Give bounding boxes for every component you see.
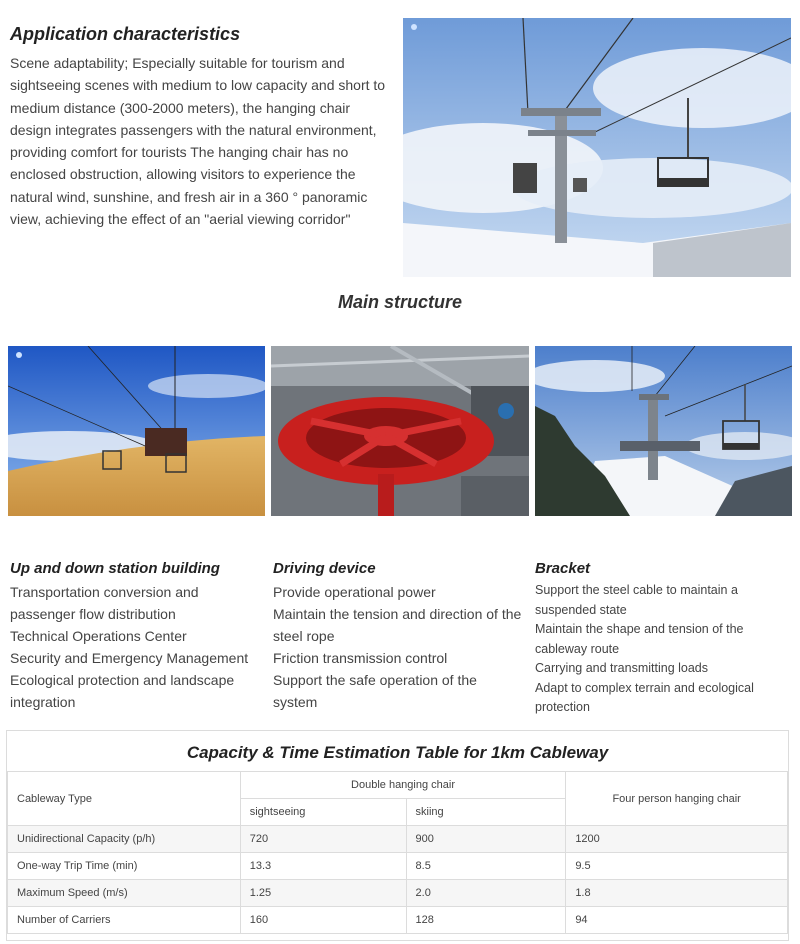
bracket-photo	[535, 346, 792, 516]
cell-skiing: 2.0	[406, 880, 566, 907]
list-item: Friction transmission control	[273, 650, 448, 666]
capacity-table	[7, 771, 788, 934]
watermark-logo	[16, 352, 25, 359]
application-paragraph: Scene adaptability; Especially suitable for tourism and sightseeing scenes with medium to low capacity and short to medium distance (300-2000 meters), the hanging chair design integrates passengers with the natural environment, providing comfort for tourists The hanging chair has no enclosed obstruction, allowing visitors to experience the natural wind, sunshine, and fresh air in a 360 ° panoramic view, achieving the effect of an "aerial viewing corridor"	[10, 55, 386, 228]
list-item: Maintain the tension and direction of the steel rope	[273, 606, 522, 644]
column-title: Driving device	[273, 560, 376, 577]
row-label: Number of Carriers	[8, 907, 241, 934]
application-title: Application characteristics	[10, 24, 241, 44]
column-station-building	[10, 560, 265, 713]
cell-sightseeing: 1.25	[240, 880, 406, 907]
cell-skiing: 8.5	[406, 853, 566, 880]
list-item: Support the safe operation of the system	[273, 672, 477, 710]
station-building-photo	[8, 346, 265, 516]
list-item: Transportation conversion and passenger flow distribution	[10, 584, 199, 622]
list-item: Support the steel cable to maintain a suspended state	[535, 583, 738, 617]
list-item: Adapt to complex terrain and ecological protection	[535, 680, 754, 714]
table-row	[8, 826, 788, 853]
watermark-logo	[411, 24, 420, 31]
row-label: One-way Trip Time (min)	[8, 853, 241, 880]
cell-four-person: 9.5	[566, 853, 788, 880]
list-item: Security and Emergency Management	[10, 650, 249, 666]
header-cableway-type: Cableway Type	[8, 772, 241, 826]
column-title: Up and down station building	[10, 560, 220, 577]
table-row	[8, 907, 788, 934]
cell-four-person: 1.8	[566, 880, 788, 907]
table-row	[8, 880, 788, 907]
cell-skiing: 128	[406, 907, 566, 934]
row-label: Unidirectional Capacity (p/h)	[8, 826, 241, 853]
list-item: Ecological protection and landscape integration	[10, 672, 235, 710]
column-bracket	[535, 560, 770, 718]
list-item: Technical Operations Center	[10, 628, 187, 644]
list-item: Provide operational power	[273, 584, 436, 600]
cell-sightseeing: 13.3	[240, 853, 406, 880]
driving-device-photo	[271, 346, 529, 516]
main-structure-heading: Main structure	[337, 292, 463, 312]
column-driving-device	[273, 560, 523, 713]
list-item: Carrying and transmitting loads	[535, 661, 708, 675]
header-sightseeing: sightseeing	[240, 799, 406, 826]
row-label: Maximum Speed (m/s)	[8, 880, 241, 907]
header-four-person-chair: Four person hanging chair	[566, 772, 788, 826]
cell-skiing: 900	[406, 826, 566, 853]
header-skiing: skiing	[406, 799, 566, 826]
table-row	[8, 853, 788, 880]
cell-four-person: 1200	[566, 826, 788, 853]
column-title: Bracket	[535, 560, 591, 577]
cell-four-person: 94	[566, 907, 788, 934]
list-item: Maintain the shape and tension of the cableway route	[535, 622, 744, 656]
header-double-chair: Double hanging chair	[240, 772, 566, 799]
capacity-table-container	[6, 730, 789, 941]
cell-sightseeing: 720	[240, 826, 406, 853]
hero-chairlift-photo	[403, 18, 791, 277]
cell-sightseeing: 160	[240, 907, 406, 934]
table-title: Capacity & Time Estimation Table for 1km Cableway	[186, 743, 609, 762]
